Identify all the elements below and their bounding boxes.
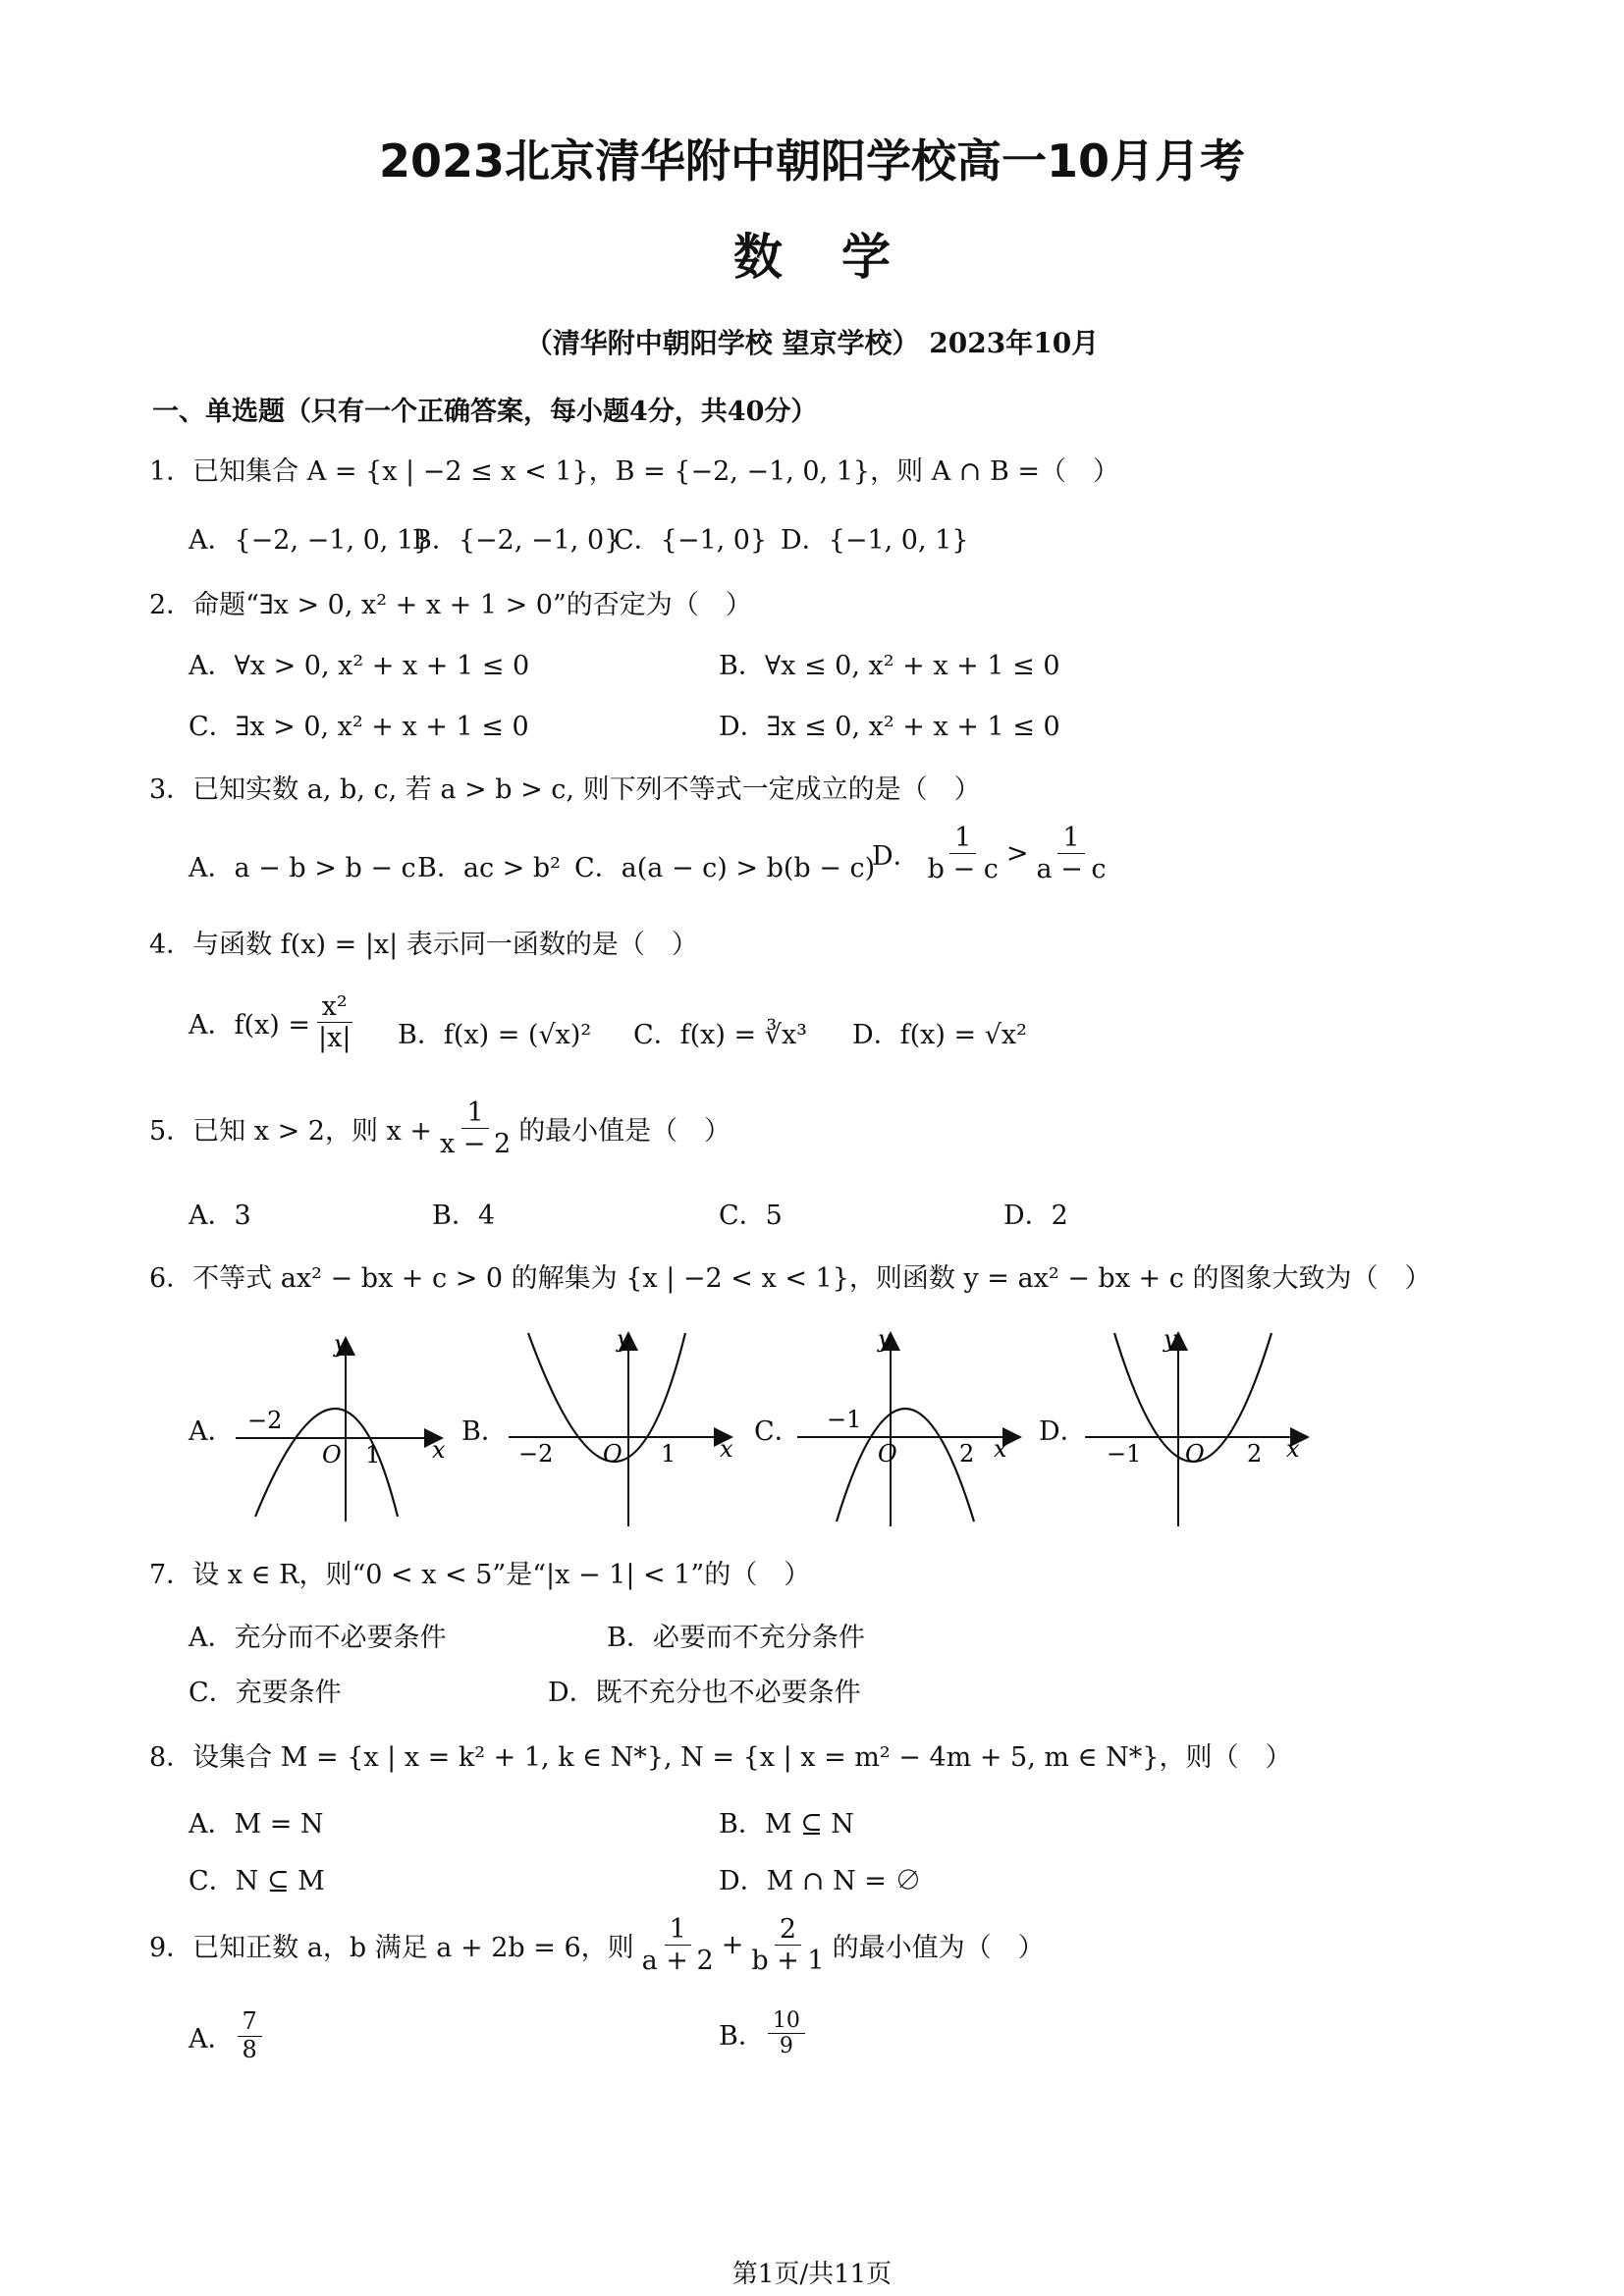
fraction-denominator: 9 [779, 2034, 793, 2059]
question-7-option-c: C．充要条件 [189, 1678, 342, 1708]
option-label: A．f(x) = [189, 1010, 310, 1041]
stem-suffix: 的最小值为（ ） [832, 1933, 1045, 1964]
fraction-numerator: 1 [949, 823, 976, 854]
graph-d [1085, 1325, 1311, 1531]
question-4-option-c: C．f(x) = ∛x³ [633, 1020, 807, 1050]
option-label: D． [872, 841, 920, 873]
question-2-option-c: C．∃x > 0, x² + x + 1 ≤ 0 [189, 712, 529, 742]
option-label: A． [189, 2023, 235, 2055]
operator: > [1005, 838, 1029, 870]
right-root-label: 1 [661, 1440, 677, 1468]
question-5-option-d: D．2 [1003, 1201, 1068, 1231]
x-label: x [1286, 1435, 1300, 1463]
y-label: y [878, 1325, 892, 1353]
fraction-denominator: b − c [927, 854, 999, 885]
fraction [746, 1914, 829, 1976]
fraction [923, 823, 1003, 884]
question-1-option-a: A．{−2, −1, 0, 1} [189, 525, 431, 556]
question-1-option-c: C．{−1, 0} [614, 525, 768, 556]
question-3-option-d [872, 823, 1114, 884]
question-8-option-d: D．M ∩ N = ∅ [719, 1866, 922, 1896]
left-root-label: −1 [827, 1406, 862, 1433]
fraction [768, 2008, 805, 2059]
subject-title: 数学 [733, 229, 949, 286]
fraction [1031, 823, 1110, 884]
x-label: x [994, 1435, 1007, 1463]
x-label: x [432, 1436, 446, 1464]
fraction-denominator: |x| [318, 1023, 352, 1054]
question-4-option-d: D．f(x) = √x² [852, 1020, 1027, 1050]
y-label: y [1164, 1325, 1177, 1353]
question-1-stem: 1．已知集合 A = {x | −2 ≤ x < 1}，B = {−2, −1, 0, 1}，则 A ∩ B =（ ） [149, 456, 1120, 487]
origin-label: O [322, 1441, 342, 1468]
left-root-label: −2 [518, 1440, 554, 1468]
question-7-option-a: A．充分而不必要条件 [189, 1623, 447, 1653]
question-8-option-c: C．N ⊆ M [189, 1866, 325, 1896]
exam-title: 2023北京清华附中朝阳学校高一10月月考 [378, 134, 1246, 187]
fraction-numerator: 1 [461, 1097, 488, 1129]
question-4-option-a [189, 991, 358, 1053]
fraction [238, 2008, 262, 2063]
question-1-option-d: D．{−1, 0, 1} [781, 525, 969, 556]
question-1-option-b: B．{−2, −1, 0} [412, 525, 622, 556]
question-4-stem: 4．与函数 f(x) = |x| 表示同一函数的是（ ） [149, 930, 698, 960]
question-7-option-d: D．既不充分也不必要条件 [548, 1678, 861, 1708]
question-2-option-b: B．∀x ≤ 0, x² + x + 1 ≤ 0 [719, 651, 1060, 681]
right-root-label: 2 [959, 1440, 975, 1468]
question-2-option-d: D．∃x ≤ 0, x² + x + 1 ≤ 0 [719, 712, 1060, 742]
stem-prefix: 9．已知正数 a，b 满足 a + 2b = 6，则 [149, 1933, 634, 1964]
question-6-option-d: D． [1039, 1416, 1087, 1447]
exam-subtitle: （清华附中朝阳学校 望京学校） 2023年10月 [524, 327, 1100, 359]
x-label: x [720, 1435, 733, 1463]
fraction [313, 991, 355, 1053]
page-number: 第1页/共11页 [731, 2260, 893, 2289]
question-9-stem [149, 1914, 1045, 1976]
section-heading: 一、单选题（只有一个正确答案，每小题4分，共40分） [152, 397, 818, 427]
origin-label: O [878, 1440, 897, 1468]
question-6-option-a: A． [189, 1416, 235, 1447]
right-root-label: 1 [365, 1441, 381, 1468]
question-8-option-a: A．M = N [189, 1809, 324, 1840]
question-8-option-b: B．M ⊆ N [719, 1809, 854, 1840]
origin-label: O [1185, 1440, 1205, 1468]
origin-label: O [603, 1440, 623, 1468]
question-3-stem: 3．已知实数 a, b, c, 若 a > b > c, 则下列不等式一定成立的是（ ） [149, 774, 981, 805]
fraction [637, 1914, 719, 1976]
question-5-option-c: C．5 [719, 1201, 783, 1231]
stem-prefix: 5．已知 x > 2，则 x + [149, 1116, 432, 1148]
fraction-denominator: a − c [1036, 854, 1107, 885]
fraction-numerator: 1 [1057, 823, 1084, 854]
option-label: B． [719, 2021, 765, 2053]
graph-a [236, 1330, 452, 1526]
left-root-label: −1 [1107, 1440, 1142, 1468]
fraction-denominator: a + 2 [641, 1946, 714, 1977]
question-3-option-a: A．a − b > b − c [189, 853, 416, 883]
question-6-option-c: C． [754, 1416, 801, 1447]
graph-b [509, 1325, 734, 1531]
question-3-option-b: B．ac > b² [417, 853, 561, 883]
fraction-denominator: b + 1 [751, 1946, 825, 1977]
fraction-numerator: 2 [775, 1914, 801, 1946]
fraction-denominator: x − 2 [439, 1129, 512, 1160]
right-root-label: 2 [1247, 1440, 1263, 1468]
fraction-numerator: x² [317, 991, 352, 1023]
question-5-option-a: A．3 [189, 1201, 251, 1231]
left-root-label: −2 [247, 1407, 283, 1434]
question-6-stem: 6．不等式 ax² − bx + c > 0 的解集为 {x | −2 < x < 1}，则函数 y = ax² − bx + c 的图象大致为（ ） [149, 1263, 1432, 1294]
fraction-numerator: 10 [768, 2008, 805, 2034]
y-label: y [617, 1325, 630, 1353]
question-4-option-b: B．f(x) = (√x)² [398, 1020, 592, 1050]
question-7-option-b: B．必要而不充分条件 [607, 1623, 865, 1653]
question-2-stem: 2．命题“∃x > 0, x² + x + 1 > 0”的否定为（ ） [149, 590, 752, 620]
question-2-option-a: A．∀x > 0, x² + x + 1 ≤ 0 [189, 651, 530, 681]
question-7-stem: 7．设 x ∈ R，则“0 < x < 5”是“|x − 1| < 1”的（ ） [149, 1560, 811, 1590]
question-6-option-b: B． [461, 1416, 508, 1447]
graph-c [797, 1325, 1023, 1531]
question-5-stem [149, 1097, 731, 1159]
fraction-numerator: 7 [238, 2008, 262, 2037]
operator: + [721, 1930, 744, 1961]
question-9-option-a [189, 2008, 265, 2063]
question-8-stem: 8．设集合 M = {x | x = k² + 1, k ∈ N*}, N = {x | x = m² − 4m + 5, m ∈ N*}，则（ ） [149, 1742, 1292, 1773]
question-3-option-c: C．a(a − c) > b(b − c) [574, 853, 876, 883]
fraction-numerator: 1 [665, 1914, 691, 1946]
fraction [435, 1097, 515, 1159]
fraction-denominator: 8 [242, 2035, 257, 2063]
question-5-option-b: B．4 [432, 1201, 496, 1231]
y-label: y [334, 1330, 348, 1358]
stem-suffix: 的最小值是（ ） [518, 1116, 731, 1148]
question-9-option-b [719, 2008, 808, 2059]
